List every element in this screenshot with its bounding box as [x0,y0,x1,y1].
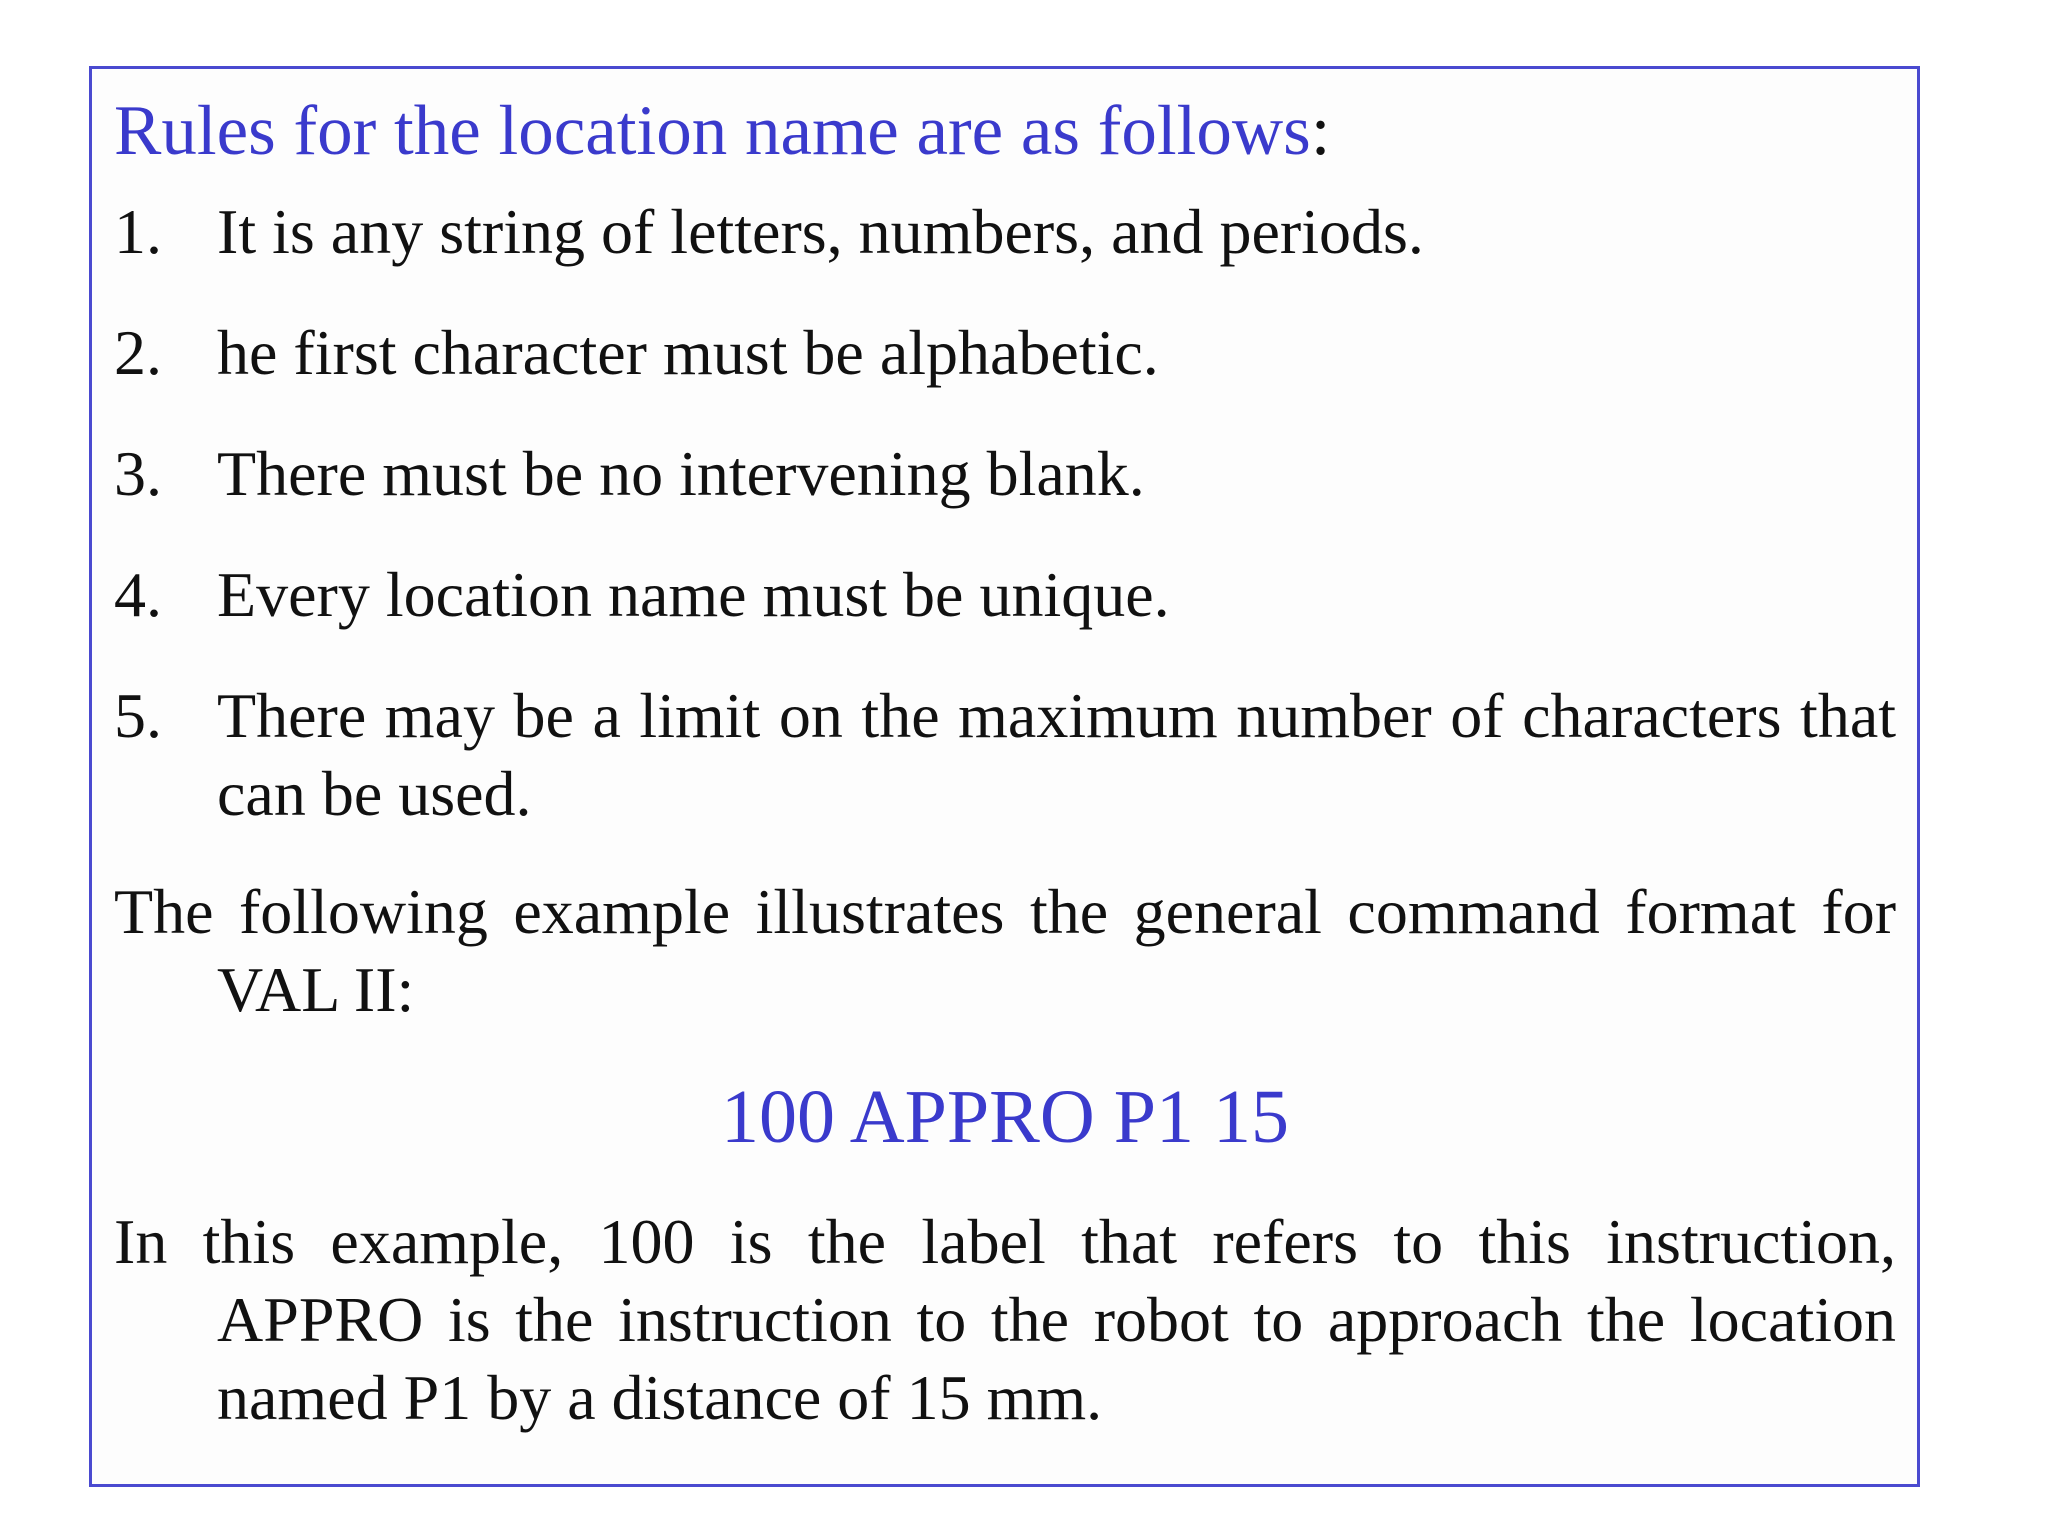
rule-text: There must be no intervening blank. [217,438,1145,509]
rule-item [114,435,1896,513]
rule-item [114,314,1896,392]
slide-heading-text: Rules for the location name are as follows [114,92,1311,170]
rule-text: Every location name must be unique. [217,559,1170,630]
rule-number: 5. [114,680,162,751]
rule-text: he first character must be alphabetic. [217,317,1159,388]
slide-content [114,83,1896,1437]
explanation-paragraph: In this example, 100 is the label that refers to this instruction, APPRO is the instruction to the robot to approach the location named P1 by a distance of 15 mm. [114,1206,1896,1433]
rule-number: 3. [114,438,162,509]
rule-item [114,193,1896,271]
rules-list [114,193,1896,833]
rule-item [114,556,1896,634]
rule-item [114,677,1896,833]
command-example: 100 APPRO P1 15 [720,1075,1290,1159]
rule-number: 1. [114,196,162,267]
slide-heading [114,83,1896,179]
rule-number: 4. [114,559,162,630]
intro-paragraph: The following example illustrates the general command format for VAL II: [114,876,1896,1025]
slide-heading-colon: : [1310,92,1331,170]
slide-frame [89,66,1920,1487]
rule-text: There may be a limit on the maximum number of characters that can be used. [217,680,1896,829]
rule-text: It is any string of letters, numbers, and periods. [217,196,1424,267]
rule-number: 2. [114,317,162,388]
